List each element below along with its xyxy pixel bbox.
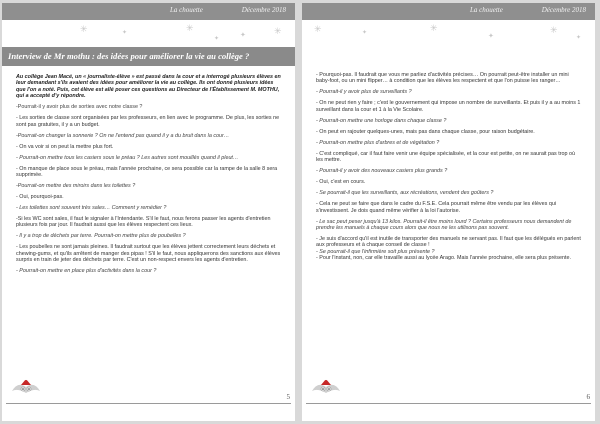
snowflake-icon: ✳ [550,25,558,35]
snowflake-icon: ✳ [274,26,282,36]
journal-name: La chouette [470,6,503,14]
page-right [302,3,595,421]
snowflake-icon: ✳ [80,24,88,34]
page-number: 5 [286,393,290,401]
page-number: 6 [586,393,590,401]
snowflake-icon: ✦ [240,32,246,39]
issue-date: Décembre 2018 [541,6,586,14]
snowflake-icon: ✦ [214,36,220,42]
page-header [302,3,595,20]
snowflake-icon: ✦ [362,30,368,36]
question: - Pourrait-il y avoir des nouveaux casiers plus grands ? [316,168,448,175]
answer: - Les poubelles ne sont jamais pleines. Il faudrait surtout que les élèves jettent correctement leurs déchets et chewing-gums, et qu'ils arrêtent de manger des pipas ! S'il le faut, nous appliquerons des sanctions aux élèves surpris en train de jeter des déchets par terre. C'est un non-respect envers les agents d'entretien. [16,244,281,264]
page-left [2,3,295,421]
question: - Il y a trop de déchets par terre. Pourrait-on mettre plus de poubelles ? [16,233,186,240]
owl-icon [310,377,342,399]
question: - Se pourrait-il que les surveillants, aux récréations, vendent des goûters ? [316,190,494,197]
answer: - Pourquoi-pas. Il faudrait que vous me parliez d'activités précises… On pourrait peut-être installer un mini baby-foot, ou un mini flipper… à condition que les élèves les respectent et que l'on puisse les ranger… [316,72,569,85]
page-header [2,3,295,20]
question: - Pourrait-on mettre une horloge dans chaque classe ? [316,117,447,124]
snowflake-icon: ✳ [314,24,322,34]
answer: - Oui, c'est en cours. [316,179,366,186]
question: - Pourrait-il y avoir plus de surveillants ? [316,89,412,96]
answer: - Je suis d'accord qu'il est inutile de transporter des manuels ne servant pas. Il faut que les délégués en parlent aux professeurs et à chaque conseil de classe ! [316,236,581,249]
question: - Pourrait-on mettre tous les casiers sous le préau ? Les autres sont mouillés quand il pleut… [16,154,239,161]
issue-date: Décembre 2018 [241,6,286,14]
answer: - Les sorties de classe sont organisées par les professeurs, en lien avec le programme. De plus, les sorties ne sont pas gratuites, il y a un budget. [16,115,280,128]
answer: - On ne peut rien y faire ; c'est le gouvernement qui impose un nombre de surveillants. Et puis il y a au moins 1 surveillant dans la cour et 1 à la Vie Scolaire. [316,100,581,113]
article-intro: Au collège Jean Macé, un « journaliste-élève » est passé dans la cour et a interrogé plusieurs élèves en leur demandant s'ils avaient des idées pour améliorer la vie au collège. Ils ont donné plusieurs idées que l'on a noté. Puis, cet élève est allé poser ces questions au Directeur de l'Établissement M. MOTHU, qui a accepté d'y répondre. [16,74,281,100]
footer-rule [306,403,591,404]
article-body [16,74,283,279]
article-body [316,72,583,266]
question: -Pourrait-il y avoir plus de sorties avec notre classe ? [16,104,143,111]
answer: - On peut en rajouter quelques-unes, mais pas dans chaque classe, pour raison budgétaire. [316,128,535,135]
question: -Pourrait-on mettre des miroirs dans les toilettes ? [16,183,136,190]
answer: -Si les WC sont sales, il faut le signaler à l'Intendante. S'il le faut, nous ferons passer les agents d'entretien plusieurs fois par jour. Il faudrait aussi que les élèves respectent ces lieux. [16,216,271,229]
question: - Pourrait-on mettre en place plus d'activités dans la cour ? [16,268,157,275]
footer-rule [6,403,291,404]
answer: - Oui, pourquoi-pas. [16,194,64,201]
answer: - Cela ne peut se faire que dans le cadre du F.S.E. Cela pourrait même être vendu par les élèves qui s'investissent. Je dois quand même vérifier à la loi l'autorise. [316,201,557,214]
snowflake-icon: ✦ [576,35,582,41]
owl-icon [10,377,42,399]
answer: - C'est compliqué, car il faut faire venir une équipe spécialisée, et la cour est petite, on ne saurait pas trop où les mettre. [316,150,576,164]
article-title-banner [2,47,295,66]
journal-name: La chouette [170,6,203,14]
question: - Pourrait-on mettre plus d'arbres et de végétation ? [316,139,440,146]
snowflake-icon: ✦ [122,30,128,36]
answer: - On manque de place sous le préau, mais l'année prochaine, ce sera possible car la rampe de la salle 8 sera supprimée. [16,165,278,179]
answer: - On va voir si on peut la mettre plus fort. [16,143,114,150]
question: - Les toilettes sont souvent très sales… Comment y remédier ? [16,205,167,212]
question: - Se pourrait-il que l'infirmière soit plus présente ? [316,248,435,255]
snowflake-icon: ✳ [430,23,438,33]
article-title: Interview de Mr mothu : des idées pour améliorer la vie au collège ? [8,51,250,61]
answer: - Pour l'instant, non, car elle travaille aussi au lycée Arago. Mais l'année prochaine, elle sera plus présente. [316,255,571,262]
snowflake-icon: ✳ [186,23,194,33]
page-gutter [295,0,302,424]
question: -Pourrait-on changer la sonnerie ? On ne l'entend pas quand il y a du bruit dans la cour… [16,132,230,139]
question: - Le sac peut peser jusqu'à 13 kilos. Pourrait-il être moins lourd ? Certains professeurs nous demandent de prendre les manuels à chaque cours alors que nous ne les utilisons pas souvent. [316,218,572,232]
snowflake-icon: ✦ [488,33,494,40]
